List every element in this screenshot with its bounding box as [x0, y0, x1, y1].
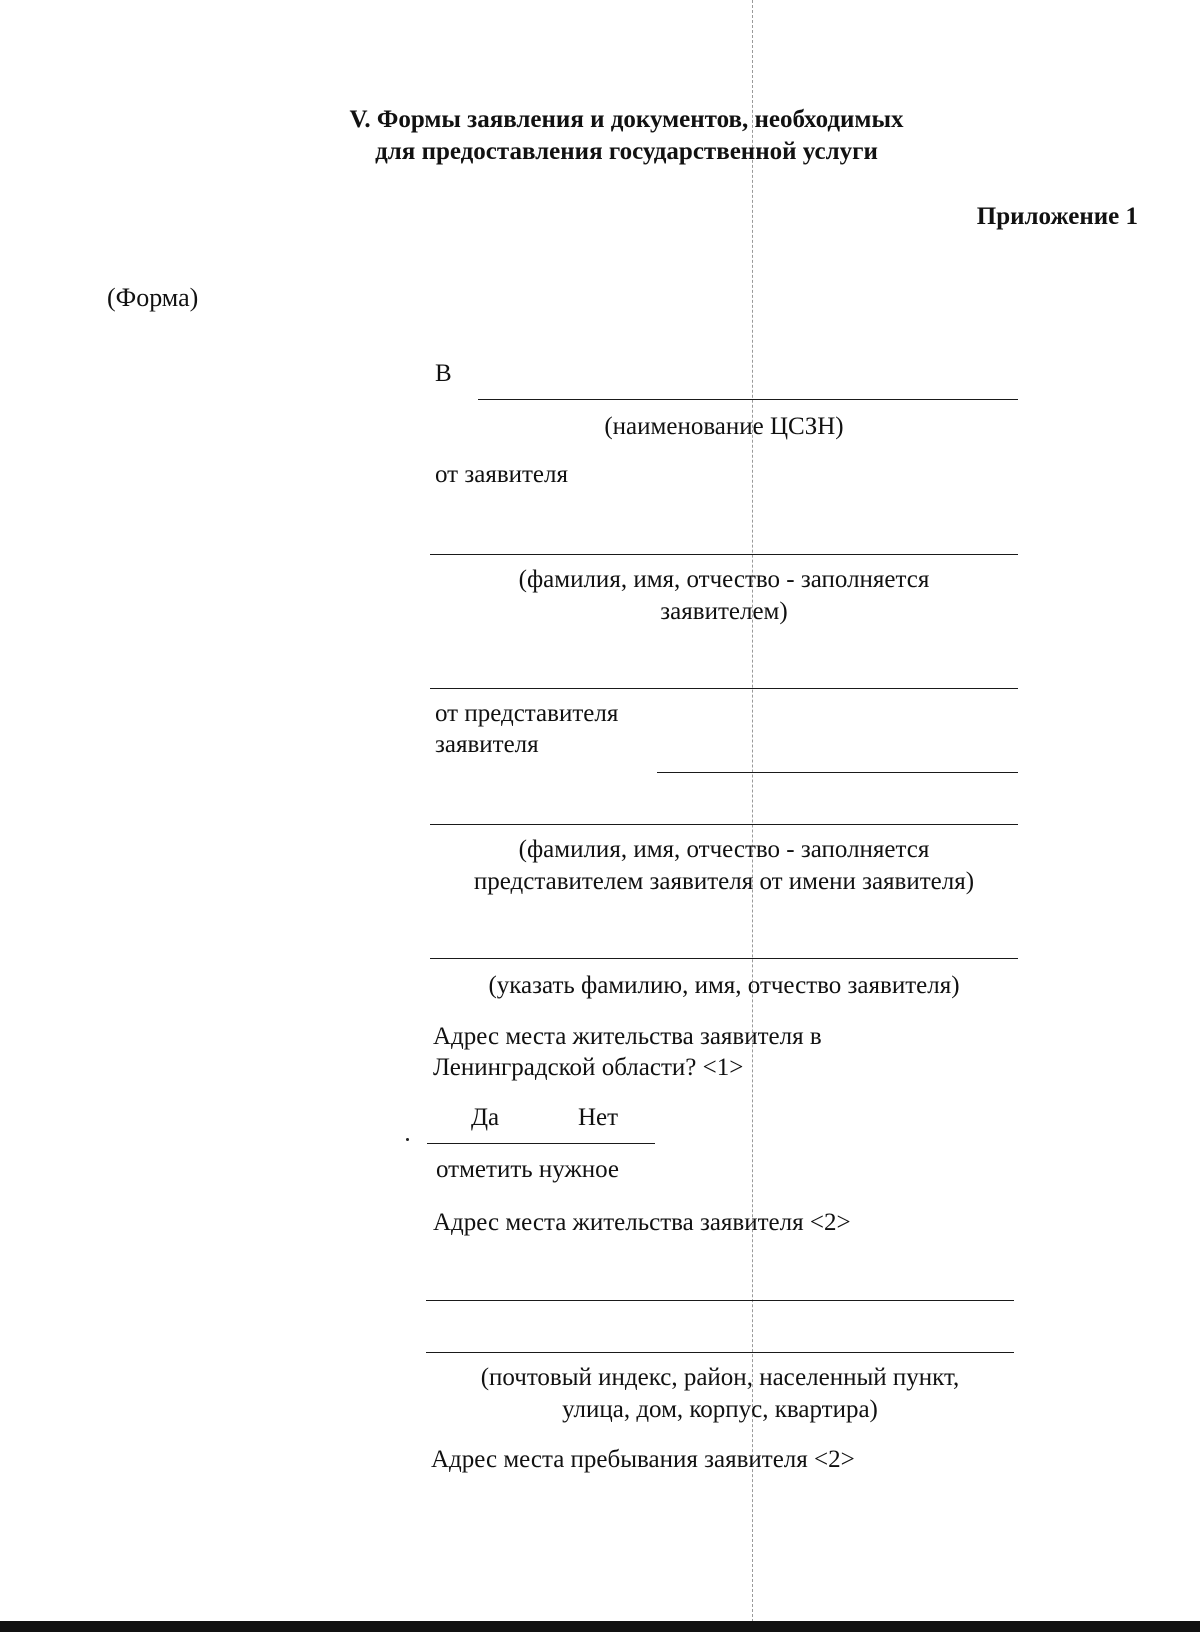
residence-address-hint-line-2: улица, дом, корпус, квартира) — [562, 1396, 878, 1423]
form-label: (Форма) — [107, 283, 199, 312]
representative-name-hint-line-1: (фамилия, имя, отчество - заполняется — [518, 836, 930, 863]
appendix-label: Приложение 1 — [976, 203, 1138, 230]
choice-hint: отметить нужное — [436, 1156, 619, 1183]
representative-field-line-1[interactable] — [657, 772, 1018, 773]
lenoblast-question-line-2: Ленинградской области? <1> — [433, 1054, 744, 1081]
representative-field-line-2[interactable] — [430, 824, 1018, 825]
representative-name-hint-line-2: представителем заявителя от имени заявителя) — [473, 868, 975, 895]
applicant-name-hint-line-2: заявителем) — [660, 598, 788, 625]
option-yes[interactable]: Да — [471, 1104, 500, 1131]
applicant-name-by-representative-hint: (указать фамилию, имя, отчество заявителя) — [488, 972, 960, 999]
scan-speck — [406, 1138, 409, 1141]
lenoblast-question-line-1: Адрес места жительства заявителя в — [433, 1023, 822, 1050]
to-label: В — [435, 360, 452, 387]
addressee-hint: (наименование ЦСЗН) — [604, 413, 844, 440]
representative-label-line-1: от представителя — [435, 700, 619, 727]
representative-label-line-2: заявителя — [435, 731, 539, 758]
scan-bottom-edge — [0, 1621, 1200, 1632]
choice-line — [427, 1143, 655, 1144]
applicant-name-field-line[interactable] — [430, 554, 1018, 555]
addressee-field-line[interactable] — [478, 399, 1018, 400]
section-title-line-1: V. Формы заявления и документов, необходимых — [349, 106, 904, 133]
residence-address-field-line-2[interactable] — [426, 1352, 1014, 1353]
from-applicant-label: от заявителя — [435, 461, 568, 488]
applicant-extra-field-line[interactable] — [430, 688, 1018, 689]
applicant-name-by-representative-field-line[interactable] — [430, 958, 1018, 959]
applicant-name-hint-line-1: (фамилия, имя, отчество - заполняется — [518, 566, 930, 593]
section-title-line-2: для предоставления государственной услуги — [375, 138, 878, 165]
stay-address-label: Адрес места пребывания заявителя <2> — [431, 1446, 855, 1473]
residence-address-hint-line-1: (почтовый индекс, район, населенный пункт, — [480, 1364, 960, 1391]
residence-address-field-line-1[interactable] — [426, 1300, 1014, 1301]
residence-address-label: Адрес места жительства заявителя <2> — [433, 1209, 851, 1236]
option-no[interactable]: Нет — [578, 1104, 619, 1131]
